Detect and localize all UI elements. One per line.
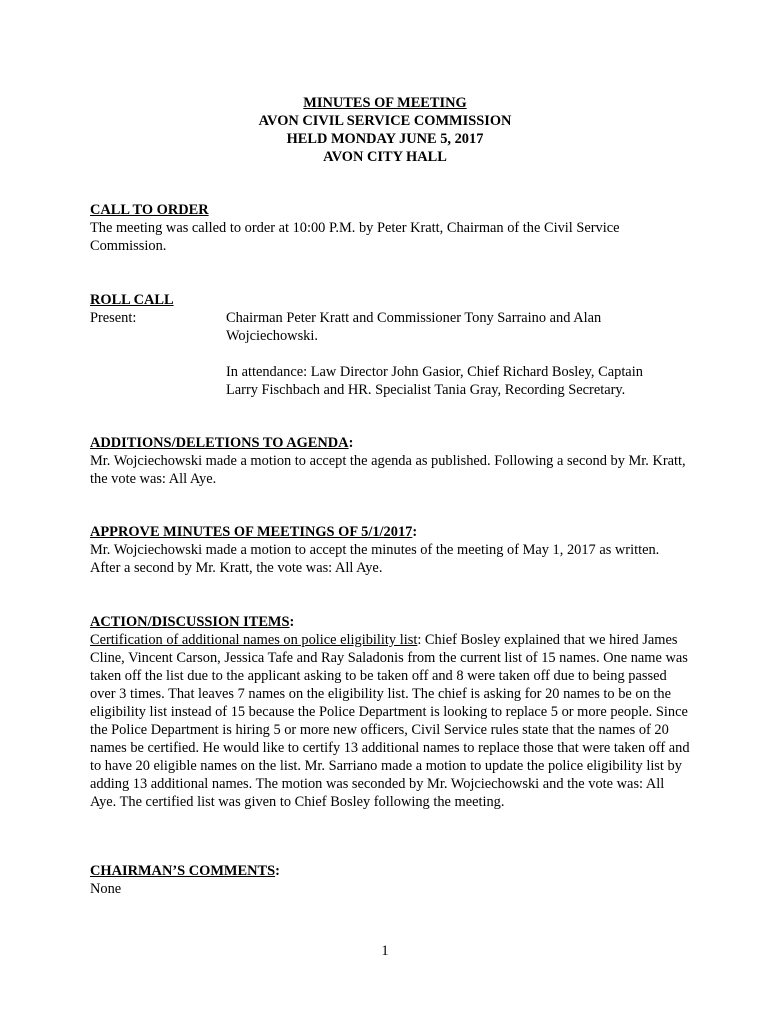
chairman-comments-body: None bbox=[90, 881, 122, 897]
approve-minutes-section bbox=[90, 523, 690, 577]
action-items-subheading: Certification of additional names on police eligibility list bbox=[90, 632, 418, 648]
header-title: MINUTES OF MEETING bbox=[303, 95, 467, 111]
additions-heading-colon: : bbox=[348, 435, 354, 451]
header-location: AVON CITY HALL bbox=[323, 149, 447, 165]
additions-section bbox=[90, 434, 690, 488]
present-label: Present: bbox=[90, 310, 137, 326]
call-to-order-heading: CALL TO ORDER bbox=[90, 202, 209, 218]
present-list: Chairman Peter Kratt and Commissioner Tony Sarraino and Alan Wojciechowski. bbox=[226, 310, 602, 344]
chairman-comments-heading-colon: : bbox=[275, 863, 280, 879]
action-items-body bbox=[90, 631, 690, 811]
roll-call-section bbox=[90, 291, 690, 399]
action-items-heading: ACTION/DISCUSSION ITEMS bbox=[90, 614, 290, 630]
attendance-list: In attendance: Law Director John Gasior, Chief Richard Bosley, Captain Larry Fischbach and HR. Specialist Tania Gray, Recording Secretary. bbox=[226, 364, 643, 398]
action-items-heading-colon: : bbox=[289, 614, 295, 630]
approve-minutes-body: Mr. Wojciechowski made a motion to accept the minutes of the meeting of May 1, 2017 as written. After a second by Mr. Kratt, the vote was: All Aye. bbox=[90, 542, 660, 576]
approve-minutes-heading: APPROVE MINUTES OF MEETINGS OF 5/1/2017 bbox=[90, 524, 413, 540]
additions-heading: ADDITIONS/DELETIONS TO AGENDA bbox=[90, 435, 349, 451]
call-to-order-section bbox=[90, 201, 690, 255]
additions-body: Mr. Wojciechowski made a motion to accept the agenda as published. Following a second by Mr. Kratt, the vote was: All Aye. bbox=[90, 453, 686, 487]
page-number: 1 bbox=[381, 943, 389, 959]
approve-minutes-heading-colon: : bbox=[412, 524, 418, 540]
header-commission: AVON CIVIL SERVICE COMMISSION bbox=[258, 113, 512, 129]
action-items-text: : Chief Bosley explained that we hired James Cline, Vincent Carson, Jessica Tafe and Ray Saladonis from the current list of 15 names. One name was taken off the list due to the applicant asking to be taken off and 8 were taken off due to being passed over 3 times. That leaves 7 names on the eligibility list. The chief is asking for 20 names to be on the eligibility list instead of 15 because the Police Department is looking to replace 5 or more people. Since the Police Department is hiring 5 or more new officers, Civil Service rules state that the names of 20 names be certified. He would like to certify 13 additional names to replace those that were taken off and to have 20 eligible names on the list. Mr. Sarriano made a motion to update the police eligibility list by adding 13 additional names. The motion was seconded by Mr. Wojciechowski and the vote was: All Aye. The certified list was given to Chief Bosley following the meeting. bbox=[90, 632, 690, 810]
header-date: HELD MONDAY JUNE 5, 2017 bbox=[286, 131, 484, 147]
action-items-section bbox=[90, 613, 690, 811]
minutes-header bbox=[0, 94, 770, 166]
chairman-comments-section bbox=[90, 862, 690, 898]
roll-call-heading: ROLL CALL bbox=[90, 292, 174, 308]
chairman-comments-heading: CHAIRMAN’S COMMENTS bbox=[90, 863, 276, 879]
call-to-order-body: The meeting was called to order at 10:00 P.M. by Peter Kratt, Chairman of the Civil Service Commission. bbox=[90, 220, 620, 254]
